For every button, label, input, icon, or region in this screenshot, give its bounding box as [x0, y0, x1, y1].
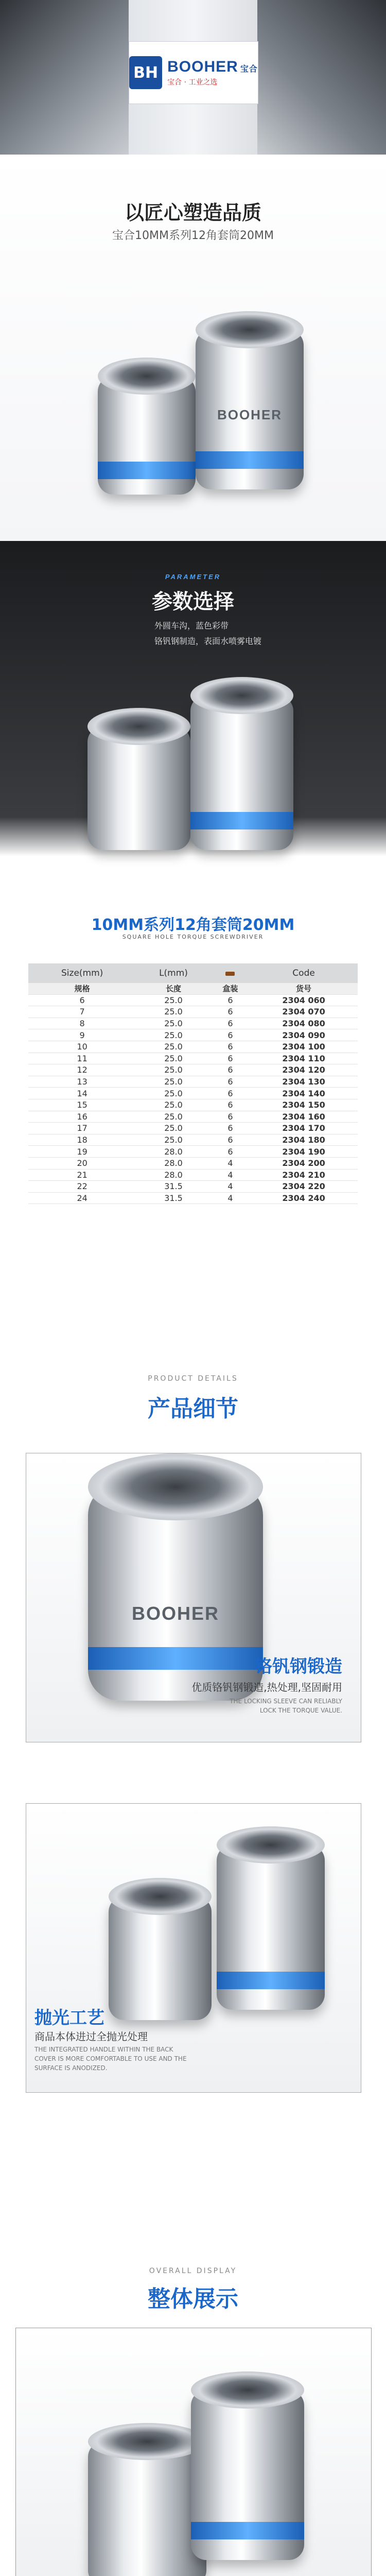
box-qty-cell: 6 [211, 1018, 250, 1029]
detail-title: 铬钒钢锻造 [255, 1656, 342, 1677]
code-cell: 2304 090 [250, 1029, 358, 1041]
parameter-title: 参数选择 [152, 590, 234, 614]
box-qty-cell: 6 [211, 1064, 250, 1076]
size-cell: 17 [28, 1123, 136, 1134]
table-row [28, 1134, 358, 1146]
box-qty-cell: 6 [211, 1134, 250, 1146]
column-header: L(mm) [136, 963, 210, 983]
size-cell: 14 [28, 1088, 136, 1099]
length-cell: 25.0 [136, 1076, 210, 1088]
box-qty-cell: 4 [211, 1169, 250, 1181]
socket-image-main [217, 1845, 325, 2010]
box-qty-cell: 4 [211, 1192, 250, 1204]
table-row [28, 1076, 358, 1088]
size-cell: 9 [28, 1029, 136, 1041]
detail-desc: 优质铬钒钢锻造,热处理,坚固耐用 [191, 1681, 342, 1693]
code-cell: 2304 210 [250, 1169, 358, 1181]
table-row [28, 1181, 358, 1193]
feature-item: 铬钒钢制造，表面水喷雾电镀 [154, 636, 262, 646]
hero-banner [0, 0, 386, 155]
table-row [28, 1064, 358, 1076]
table-row [28, 1123, 358, 1134]
detail-desc-en: THE LOCKING SLEEVE CAN RELIABLY LOCK THE TORQUE VALUE. [230, 1698, 342, 1714]
column-header: Size(mm) [28, 963, 136, 983]
table-row [28, 1146, 358, 1158]
size-cell: 7 [28, 1006, 136, 1018]
socket-image-small [98, 376, 196, 495]
length-cell: 25.0 [136, 1134, 210, 1146]
box-qty-cell: 6 [211, 1146, 250, 1158]
length-cell: 25.0 [136, 994, 210, 1006]
table-row [28, 1099, 358, 1111]
worker-photo-right [257, 0, 386, 155]
socket-brand-mark: BOOHER [217, 407, 283, 422]
table-row [28, 1029, 358, 1041]
length-cell: 25.0 [136, 1041, 210, 1053]
table-row [28, 1192, 358, 1204]
table-row [28, 1088, 358, 1099]
code-cell: 2304 150 [250, 1099, 358, 1111]
intro-section [0, 155, 386, 541]
detail-title: 抛光工艺 [34, 2008, 104, 2028]
table-row [28, 1157, 358, 1169]
code-cell: 2304 120 [250, 1064, 358, 1076]
table-row [28, 1018, 358, 1029]
code-cell: 2304 170 [250, 1123, 358, 1134]
size-cell: 8 [28, 1018, 136, 1029]
box-qty-cell: 6 [211, 1099, 250, 1111]
length-cell: 25.0 [136, 1053, 210, 1064]
size-cell: 24 [28, 1192, 136, 1204]
table-row [28, 1111, 358, 1123]
overall-display-panel [15, 2328, 372, 2576]
product-title-en: SQUARE HOLE TORQUE SCREWDRIVER [122, 934, 264, 940]
length-cell: 25.0 [136, 1111, 210, 1123]
parameter-label-en: PARAMETER [165, 573, 221, 581]
details-title: 产品细节 [148, 1396, 238, 1422]
length-cell: 28.0 [136, 1169, 210, 1181]
length-cell: 25.0 [136, 1099, 210, 1111]
box-qty-cell: 6 [211, 1041, 250, 1053]
code-cell: 2304 240 [250, 1192, 358, 1204]
intro-subtitle: 宝合10MM系列12角套筒20MM [112, 229, 274, 242]
box-qty-cell: 4 [211, 1157, 250, 1169]
table-row [28, 994, 358, 1006]
length-cell: 25.0 [136, 1064, 210, 1076]
size-cell: 19 [28, 1146, 136, 1158]
code-cell: 2304 080 [250, 1018, 358, 1029]
box-qty-cell: 6 [211, 1111, 250, 1123]
table-row [28, 1169, 358, 1181]
box-qty-cell: 4 [211, 1181, 250, 1193]
length-cell: 28.0 [136, 1146, 210, 1158]
worker-photo-left [0, 0, 129, 155]
box-qty-cell: 6 [211, 1076, 250, 1088]
box-qty-cell: 6 [211, 1053, 250, 1064]
socket-image-main [196, 330, 304, 489]
size-cell: 16 [28, 1111, 136, 1123]
logo-name: BOOHER 宝合 [167, 58, 258, 75]
overall-display-section [0, 2267, 386, 2576]
box-qty-cell: 6 [211, 1029, 250, 1041]
parameter-section [0, 541, 386, 1329]
code-cell: 2304 070 [250, 1006, 358, 1018]
box-qty-cell: 6 [211, 1006, 250, 1018]
length-cell: 25.0 [136, 1123, 210, 1134]
detail-panel-forging [26, 1453, 361, 1742]
socket-image-small [87, 726, 190, 850]
size-cell: 6 [28, 994, 136, 1006]
length-cell: 25.0 [136, 1088, 210, 1099]
details-label-en: PRODUCT DETAILS [148, 1375, 238, 1383]
box-qty-cell: 6 [211, 1123, 250, 1134]
size-cell: 20 [28, 1157, 136, 1169]
code-cell: 2304 180 [250, 1134, 358, 1146]
size-cell: 11 [28, 1053, 136, 1064]
box-icon [211, 963, 250, 983]
box-qty-cell: 6 [211, 1088, 250, 1099]
size-cell: 15 [28, 1099, 136, 1111]
size-cell: 12 [28, 1064, 136, 1076]
product-details-section [0, 1329, 386, 2267]
table-row [28, 1053, 358, 1064]
size-cell: 13 [28, 1076, 136, 1088]
code-cell: 2304 140 [250, 1088, 358, 1099]
detail-desc-en: THE INTEGRATED HANDLE WITHIN THE BACK COVER IS MORE COMFORTABLE TO USE AND THE SURFACE IS ANODIZED. [34, 2046, 187, 2072]
spec-table [28, 963, 358, 1204]
table-row [28, 1041, 358, 1053]
table-subheader: 规格 长度 盒装 货号 [28, 983, 358, 994]
socket-image-small [88, 2442, 206, 2576]
socket-closeup-image: BOOHER [88, 1484, 263, 1701]
code-cell: 2304 160 [250, 1111, 358, 1123]
length-cell: 31.5 [136, 1192, 210, 1204]
brand-logo [129, 41, 258, 104]
socket-image-small [109, 1896, 212, 2020]
size-cell: 10 [28, 1041, 136, 1053]
logo-mark-icon: BH [129, 56, 162, 89]
feature-list [154, 618, 261, 649]
length-cell: 28.0 [136, 1157, 210, 1169]
logo-slogan: 宝合 · 工业之选 [167, 78, 218, 87]
socket-image-main [191, 2390, 304, 2560]
size-cell: 18 [28, 1134, 136, 1146]
socket-image-main [190, 696, 293, 850]
feature-item: 外圆车沟，蓝色彩带 [154, 621, 229, 631]
length-cell: 31.5 [136, 1181, 210, 1193]
product-title: 10MM系列12角套筒20MM [91, 916, 295, 934]
code-cell: 2304 060 [250, 994, 358, 1006]
code-cell: 2304 220 [250, 1181, 358, 1193]
size-cell: 22 [28, 1181, 136, 1193]
size-cell: 21 [28, 1169, 136, 1181]
intro-title: 以匠心塑造品质 [124, 201, 261, 224]
length-cell: 25.0 [136, 1018, 210, 1029]
column-header: Code [250, 963, 358, 983]
code-cell: 2304 130 [250, 1076, 358, 1088]
code-cell: 2304 110 [250, 1053, 358, 1064]
code-cell: 2304 200 [250, 1157, 358, 1169]
detail-panel-polish [26, 1803, 361, 2093]
overall-title: 整体展示 [148, 2286, 238, 2312]
code-cell: 2304 100 [250, 1041, 358, 1053]
table-row [28, 1006, 358, 1018]
logo-cn-right: 宝合 [240, 65, 258, 74]
box-qty-cell: 6 [211, 994, 250, 1006]
length-cell: 25.0 [136, 1006, 210, 1018]
detail-desc: 商品本体进过全抛光处理 [34, 2030, 148, 2043]
overall-label-en: OVERALL DISPLAY [149, 2267, 237, 2275]
length-cell: 25.0 [136, 1029, 210, 1041]
code-cell: 2304 190 [250, 1146, 358, 1158]
